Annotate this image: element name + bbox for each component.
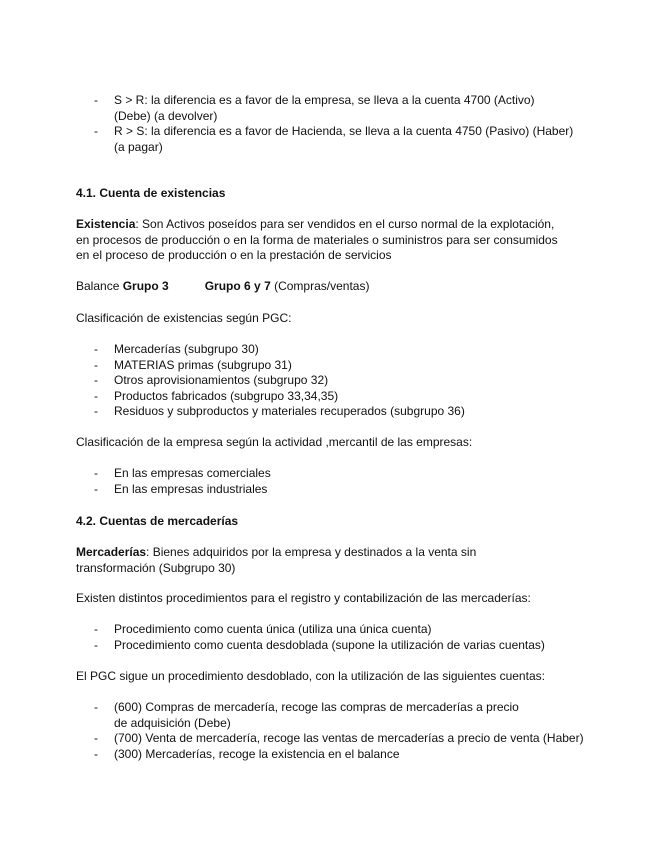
- list-item: [94, 638, 584, 654]
- clasif-pgc-title: Clasificación de existencias según PGC:: [76, 311, 292, 325]
- list-item: [94, 93, 574, 124]
- bullet-dash: -: [94, 404, 98, 418]
- balance-label: Balance: [76, 279, 123, 293]
- clasif-pgc-list: [94, 342, 584, 420]
- list-item: [94, 700, 534, 731]
- list-item-text: Mercaderías (subgrupo 30): [114, 342, 259, 356]
- bullet-dash: -: [94, 637, 98, 652]
- definition-text: : Son Activos poseídos para ser vendidos en el curso normal de la explotación, en procesos de producción o en la forma de materiales o suministros para ser consumidos en el proceso de producción o en la prestación de servicios: [76, 217, 558, 262]
- list-item: [94, 373, 584, 389]
- list-item-text: Residuos y subproductos y materiales recuperados (subgrupo 36): [114, 404, 465, 418]
- list-item-text: En las empresas industriales: [114, 481, 268, 496]
- bullet-dash: -: [94, 622, 98, 636]
- list-item-text: MATERIAS primas (subgrupo 31): [114, 357, 292, 372]
- list-item: [94, 622, 584, 638]
- list-item: [94, 747, 586, 763]
- list-item: [94, 466, 584, 482]
- balance-line: [76, 279, 576, 295]
- definition-term: Mercaderías: [76, 545, 147, 559]
- pyg-group: Grupo 6 y 7: [204, 279, 271, 293]
- bullet-dash: -: [94, 93, 98, 107]
- clasif-empresa-list: [94, 466, 584, 497]
- list-item: [94, 389, 584, 405]
- procedimientos-list: [94, 622, 584, 653]
- bullet-dash: -: [94, 466, 98, 480]
- bullet-dash: -: [94, 342, 98, 356]
- procedimientos-title: Existen distintos procedimientos para el registro y contabilización de las mercaderías:: [76, 591, 531, 605]
- pgc-cuentas-list: [94, 700, 586, 762]
- bullet-dash: -: [94, 357, 98, 372]
- list-item: [94, 342, 584, 358]
- list-item: [94, 482, 584, 498]
- bullet-dash: -: [94, 373, 98, 387]
- intro-list: [94, 93, 574, 155]
- section-heading-4-2: 4.2. Cuentas de mercaderías: [76, 514, 239, 528]
- list-item-text: Otros aprovisionamientos (subgrupo 32): [114, 373, 329, 387]
- list-item: [94, 124, 574, 155]
- section-heading-4-1: 4.1. Cuenta de existencias: [76, 186, 226, 200]
- list-item-text: Procedimiento como cuenta desdoblada (supone la utilización de varias cuentas): [114, 637, 545, 652]
- bullet-dash: -: [94, 731, 98, 745]
- pyg-note: (Compras/ventas): [270, 279, 370, 293]
- bullet-dash: -: [94, 124, 98, 138]
- list-item-text: Productos fabricados (subgrupo 33,34,35): [114, 388, 339, 403]
- list-item-text: En las empresas comerciales: [114, 466, 271, 480]
- pgc-title: El PGC sigue un procedimiento desdoblado, con la utilización de las siguientes cuentas:: [76, 669, 545, 683]
- list-item: [94, 404, 584, 420]
- list-item: [94, 731, 586, 747]
- list-item: [94, 358, 584, 374]
- list-item-text: (300) Mercaderías, recoge la existencia en el balance: [114, 746, 400, 761]
- list-item-text: S > R: la diferencia es a favor de la empresa, se lleva a la cuenta 4700 (Activo) (Debe) (a devolver): [114, 93, 535, 123]
- definition-term: Existencia: [76, 217, 136, 231]
- existencia-definition: [76, 217, 568, 264]
- mercaderias-definition: [76, 545, 554, 576]
- bullet-dash: -: [94, 481, 98, 496]
- list-item-text: R > S: la diferencia es a favor de Hacienda, se lleva a la cuenta 4750 (Pasivo) (Haber) (a pagar): [114, 124, 574, 154]
- balance-group: Grupo 3: [122, 279, 169, 293]
- definition-text: : Bienes adquiridos por la empresa y destinados a la venta sin transformación (Subgrupo 30): [76, 545, 477, 575]
- bullet-dash: -: [94, 700, 98, 714]
- list-item-text: Procedimiento como cuenta única (utiliza una única cuenta): [114, 622, 432, 636]
- list-item-text: (600) Compras de mercadería, recoge las compras de mercaderías a precio de adquisición (Debe): [114, 700, 519, 730]
- bullet-dash: -: [94, 388, 98, 403]
- bullet-dash: -: [94, 746, 98, 761]
- clasif-empresa-title: Clasificación de la empresa según la actividad ,mercantil de las empresas:: [76, 435, 473, 449]
- list-item-text: (700) Venta de mercadería, recoge las ventas de mercaderías a precio de venta (Haber): [114, 731, 584, 745]
